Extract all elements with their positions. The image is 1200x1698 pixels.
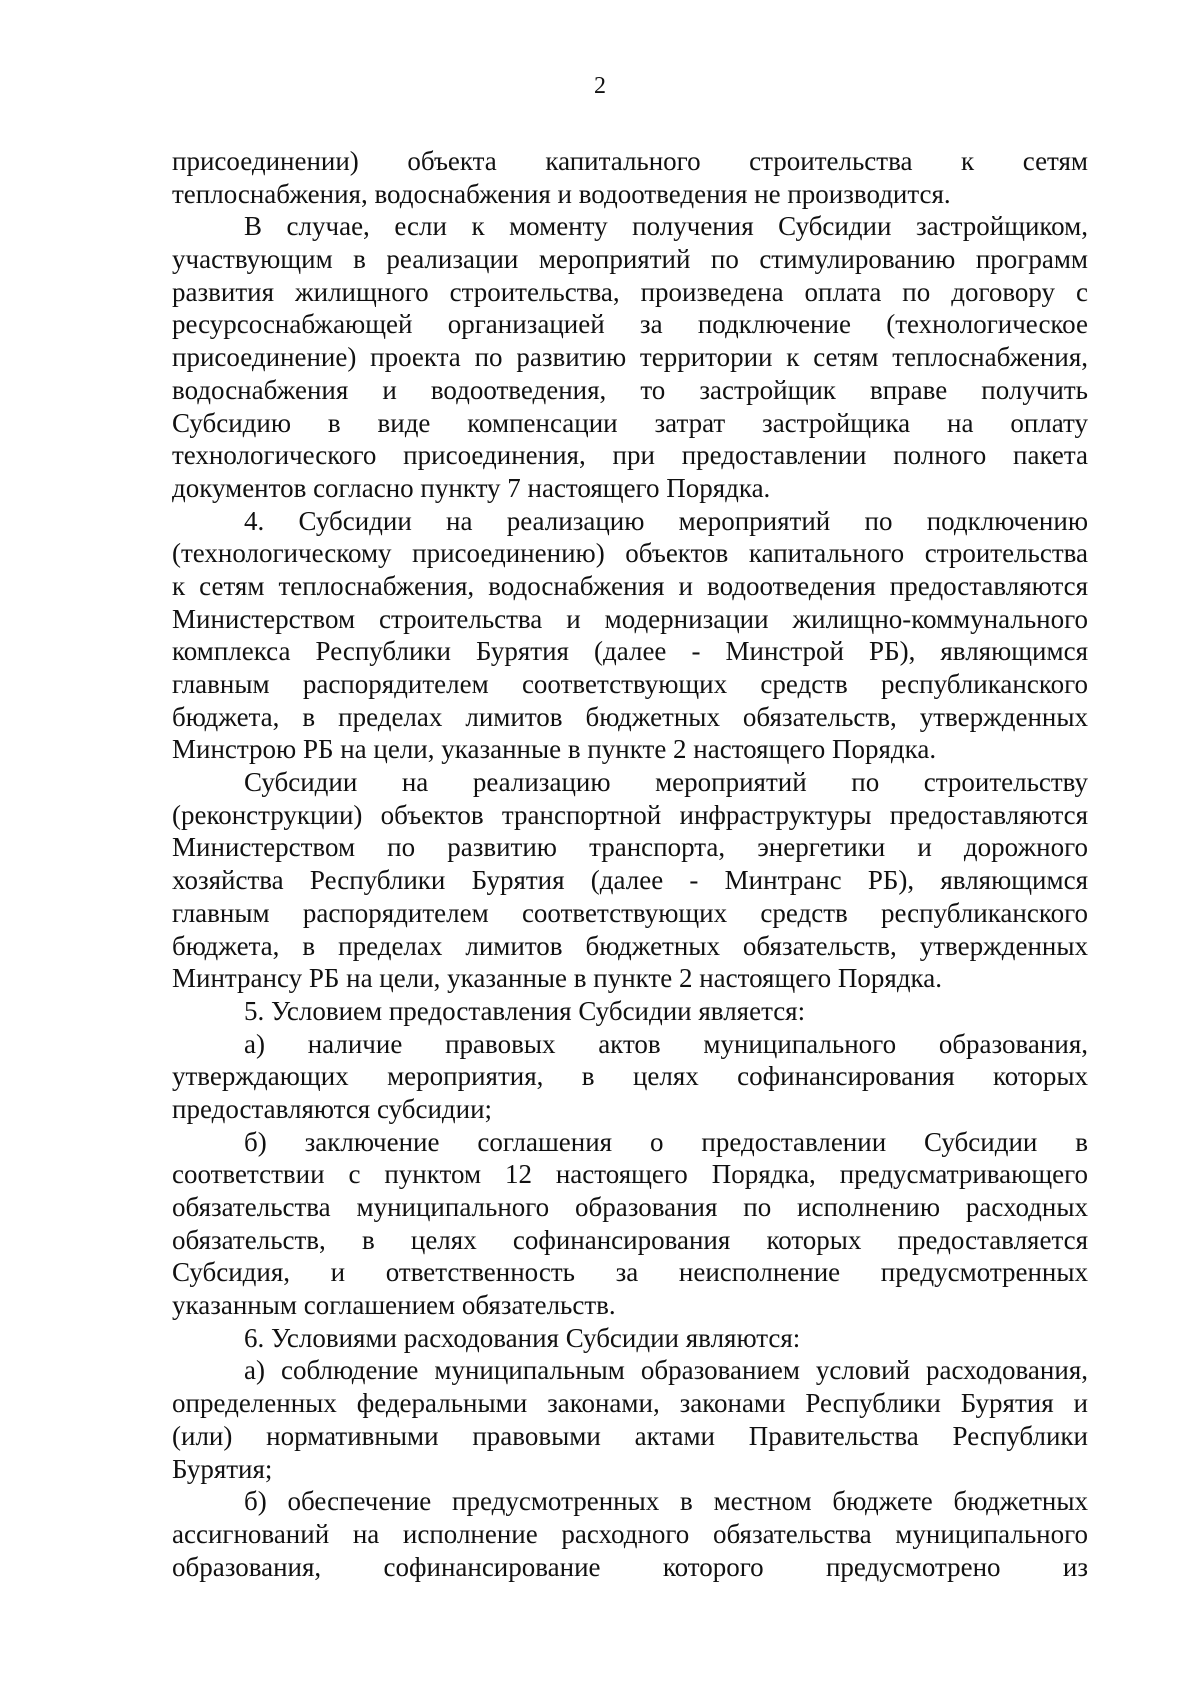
text-line: (технологическому присоединению) объектов капитального строительства	[172, 538, 1088, 569]
text-line: 4. Субсидии на реализацию мероприятий по подключению	[244, 505, 1088, 536]
text-line: ассигнований на исполнение расходного обязательства муниципального	[172, 1518, 1088, 1549]
document-body	[172, 145, 1088, 1583]
text-line: Минстрою РБ на цели, указанные в пункте 2 настоящего Порядка.	[172, 734, 937, 765]
text-line: главным распорядителем соответствующих средств республиканского	[172, 669, 1088, 699]
text-line: обязательств, в целях софинансирования которых предоставляется	[172, 1224, 1088, 1255]
text-line: В случае, если к моменту получения Субсидии застройщиком,	[244, 211, 1088, 242]
text-line: (реконструкции) объектов транспортной инфраструктуры предоставляются	[172, 799, 1088, 830]
text-line: а) наличие правовых актов муниципального образования,	[244, 1028, 1088, 1059]
text-line: комплекса Республики Бурятия (далее - Минстрой РБ), являющимся	[172, 636, 1088, 667]
text-line: развития жилищного строительства, произведена оплата по договору с	[172, 276, 1088, 307]
text-line: к сетям теплоснабжения, водоснабжения и водоотведения предоставляются	[172, 570, 1088, 601]
text-line: образования, софинансирование которого предусмотрено из	[172, 1551, 1088, 1582]
text-line: 5. Условием предоставления Субсидии является:	[244, 995, 806, 1026]
text-line: бюджета, в пределах лимитов бюджетных обязательств, утвержденных	[172, 930, 1088, 961]
text-line: технологического присоединения, при предоставлении полного пакета	[172, 440, 1088, 471]
text-line: ресурсоснабжающей организацией за подключение (технологическое	[172, 309, 1088, 340]
text-line: определенных федеральными законами, законами Республики Бурятия и	[172, 1388, 1088, 1419]
text-line: бюджета, в пределах лимитов бюджетных обязательств, утвержденных	[172, 701, 1088, 732]
text-line: утверждающих мероприятия, в целях софинансирования которых	[172, 1061, 1088, 1092]
text-line: Министерством строительства и модернизации жилищно-коммунального	[172, 603, 1088, 634]
text-line: а) соблюдение муниципальным образованием условий расходования,	[244, 1355, 1088, 1386]
text-line: Субсидия, и ответственность за неисполнение предусмотренных	[172, 1257, 1088, 1288]
text-line: главным распорядителем соответствующих средств республиканского	[172, 897, 1088, 928]
text-line: Бурятия;	[172, 1453, 273, 1484]
text-line: (или) нормативными правовыми актами Правительства Республики	[172, 1420, 1088, 1451]
text-line: присоединении) объекта капитального строительства к сетям	[172, 146, 1088, 176]
text-line: б) заключение соглашения о предоставлении Субсидии в	[244, 1126, 1088, 1157]
text-line: предоставляются субсидии;	[172, 1093, 493, 1124]
text-line: участвующим в реализации мероприятий по стимулированию программ	[172, 244, 1088, 275]
text-line: соответствии с пунктом 12 настоящего Порядка, предусматривающего	[172, 1159, 1088, 1190]
text-line: водоснабжения и водоотведения, то застройщик вправе получить	[172, 374, 1088, 405]
text-line: обязательства муниципального образования по исполнению расходных	[172, 1192, 1088, 1222]
text-line: Минтрансу РБ на цели, указанные в пункте 2 настоящего Порядка.	[172, 963, 943, 994]
text-line: Субсидии на реализацию мероприятий по строительству	[244, 767, 1088, 798]
text-line: документов согласно пункту 7 настоящего Порядка.	[172, 472, 771, 503]
page-number: 2	[594, 73, 606, 99]
text-line: хозяйства Республики Бурятия (далее - Минтранс РБ), являющимся	[172, 865, 1088, 896]
text-line: присоединение) проекта по развитию территории к сетям теплоснабжения,	[172, 342, 1088, 373]
text-line: теплоснабжения, водоснабжения и водоотведения не производится.	[172, 178, 951, 209]
text-line: 6. Условиями расходования Субсидии являются:	[244, 1322, 801, 1353]
text-line: указанным соглашением обязательств.	[172, 1290, 616, 1321]
text-line: б) обеспечение предусмотренных в местном бюджете бюджетных	[244, 1486, 1088, 1517]
text-line: Субсидию в виде компенсации затрат застройщика на оплату	[172, 407, 1088, 438]
text-line: Министерством по развитию транспорта, энергетики и дорожного	[172, 832, 1088, 863]
